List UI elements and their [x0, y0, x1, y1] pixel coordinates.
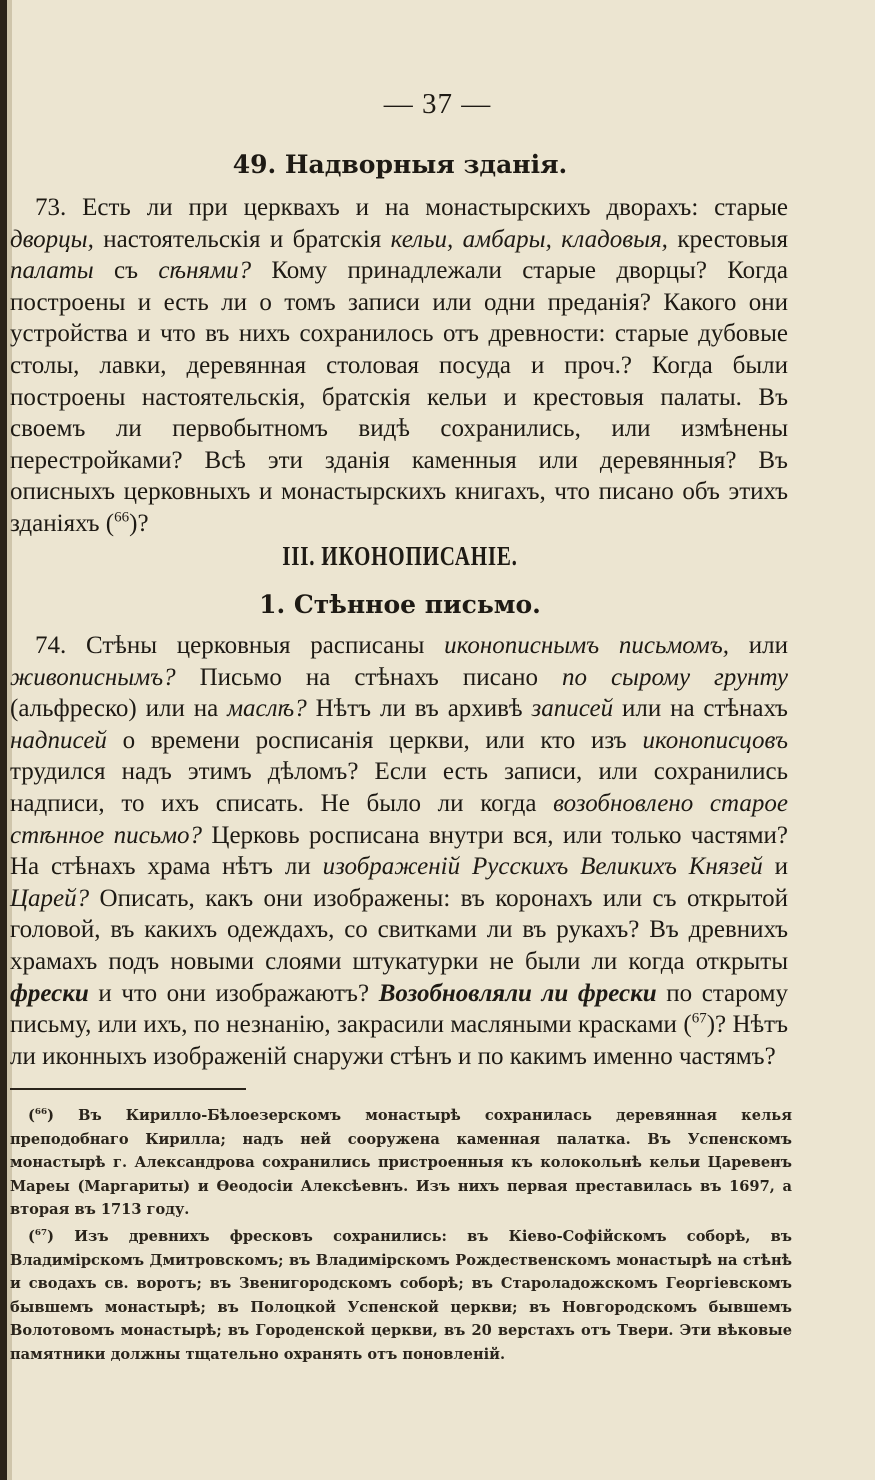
emphasis-run: иконописцовъ	[642, 726, 788, 754]
text-run: настоятельскія и братскія	[93, 225, 391, 253]
section-49-title: 49. Надворныя зданія.	[232, 150, 568, 179]
text-run: Нѣтъ ли въ архивѣ	[306, 695, 532, 723]
emphasis-run: надписей	[10, 726, 107, 754]
emphasis-run: живописнымъ?	[10, 663, 176, 691]
footnote-reference: 66	[114, 509, 130, 526]
page-number: — 37 —	[383, 88, 492, 120]
footnote-66-mark: ($^{66}$)	[28, 1107, 54, 1124]
text-run: 73. Есть ли при церквахъ и на монастырскихъ дворахъ: старые	[35, 194, 788, 221]
emphasis-run: записей	[531, 695, 614, 723]
text-run: и что они изображаютъ?	[88, 979, 379, 1007]
emphasis-run: маслѣ?	[227, 695, 307, 723]
emphasis-run: возобновлено старое стѣнное письмо?	[10, 789, 788, 849]
text-run: съ	[93, 257, 159, 285]
book-spine-shadow	[0, 0, 7, 1480]
text-run: )? Нѣтъ ли иконныхъ изображеній снаружи стѣнъ и по какимъ именно частямъ?	[10, 1011, 789, 1070]
text-run: или	[729, 632, 788, 659]
text-run: Церковь росписана внутри вся, или только частями? На стѣнахъ храма нѣтъ ли	[10, 821, 789, 881]
text-run: трудился надъ этимъ дѣломъ? Если есть записи, или сохранились надписи, то ихъ списать. Не было ли когда	[10, 758, 788, 817]
text-run: или на стѣнахъ	[613, 695, 788, 723]
emphasis-run: сѣнями?	[158, 257, 252, 285]
emphasis-run: палаты	[10, 257, 94, 285]
text-run: Описать, какъ они изображены: въ коронахъ или съ открытой головой, въ какихъ одеждахъ, со свитками ли въ рукахъ? Въ древнихъ храмахъ подъ новыми слоями штукатурки не были ли когда открыты	[10, 884, 788, 975]
footnote-67-text: Изъ древнихъ фресковъ сохранились: въ Кіево-Софійскомъ соборѣ, въ Владимірскомъ Дмитровскомъ; въ Владимірскомъ Рождественскомъ монастырѣ на стѣнѣ и сводахъ св. воротъ; въ Звенигородскомъ соборѣ; въ Староладожскомъ Георгіевскомъ бывшемъ монастырѣ; въ Полоцкой Успенской церкви; въ Новгородскомъ бывшемъ Волотовомъ монастырѣ; въ Городенской церкви, въ 20 верстахъ отъ Твери. Эти вѣковые памятники должны тщательно охранять отъ поновленій.	[10, 1228, 792, 1363]
text-run: Кому принадлежали старые дворцы? Когда построены и есть ли о томъ записи или одни преданія? Какого они устройства и что въ нихъ сохранилось отъ древности: старые дубовые столы, лавки, деревянная столовая посуда и проч.? Когда были построены настоятельскія, братскія кельи и крестовыя палаты. Въ своемъ ли первобытномъ видѣ сохранились, или измѣнены перестройками? Всѣ эти зданія каменныя или деревянныя? Въ описныхъ церковныхъ и монастырскихъ книгахъ, что писано объ этихъ зданіяхъ (	[10, 257, 788, 537]
footnote-66-text: Въ Кирилло-Бѣлоезерскомъ монастырѣ сохранилась деревянная келья преподобнаго Кирилла; надъ ней сооружена каменная палатка. Въ Успенскомъ монастырѣ г. Александрова сохранились пристроенныя къ колокольнѣ кельи Царевенъ Мареы (Маргариты) и Өеодосіи Алексѣевнъ. Изъ нихъ первая преставилась въ 1697, а вторая въ 1713 году.	[10, 1107, 792, 1218]
part-3-title: III. ИКОНОПИСАНІЕ.	[282, 541, 518, 571]
footnote-66	[10, 1104, 792, 1222]
emphasis-run: дворцы,	[10, 225, 94, 253]
footnote-67-mark: ($^{67}$)	[28, 1228, 54, 1245]
emphasis-run: Возобновляли ли фрески	[378, 979, 657, 1007]
emphasis-run: иконописнымъ письмомъ,	[444, 632, 730, 659]
text-run: по старому письму, или ихъ, по незнанію, закрасили масляными красками (	[10, 979, 788, 1039]
text-run: 74. Стѣны церковныя расписаны	[35, 632, 445, 659]
footnote-67	[10, 1225, 792, 1366]
section-1-title: 1. Стѣнное письмо.	[259, 590, 541, 619]
emphasis-run: по сырому грунту	[561, 663, 789, 691]
section-49-paragraph	[10, 192, 788, 540]
text-run: крестовыя	[667, 225, 788, 253]
text-run: Письмо на стѣнахъ писано	[175, 663, 562, 691]
text-run: и	[762, 853, 788, 881]
emphasis-run: кельи, амбары, кладовыя,	[390, 225, 668, 253]
emphasis-run: изображеній Русскихъ Великихъ Князей	[322, 853, 763, 881]
emphasis-run: Царей?	[10, 884, 90, 912]
text-run: )?	[129, 509, 149, 537]
text-run: о времени росписанія церкви, или кто изъ	[106, 726, 643, 754]
section-1-paragraph	[10, 630, 788, 1072]
footnote-separator	[10, 1088, 246, 1090]
emphasis-run: фрески	[10, 979, 89, 1007]
text-run: (альфреско) или на	[10, 695, 228, 723]
footnote-reference: 67	[691, 1010, 707, 1027]
